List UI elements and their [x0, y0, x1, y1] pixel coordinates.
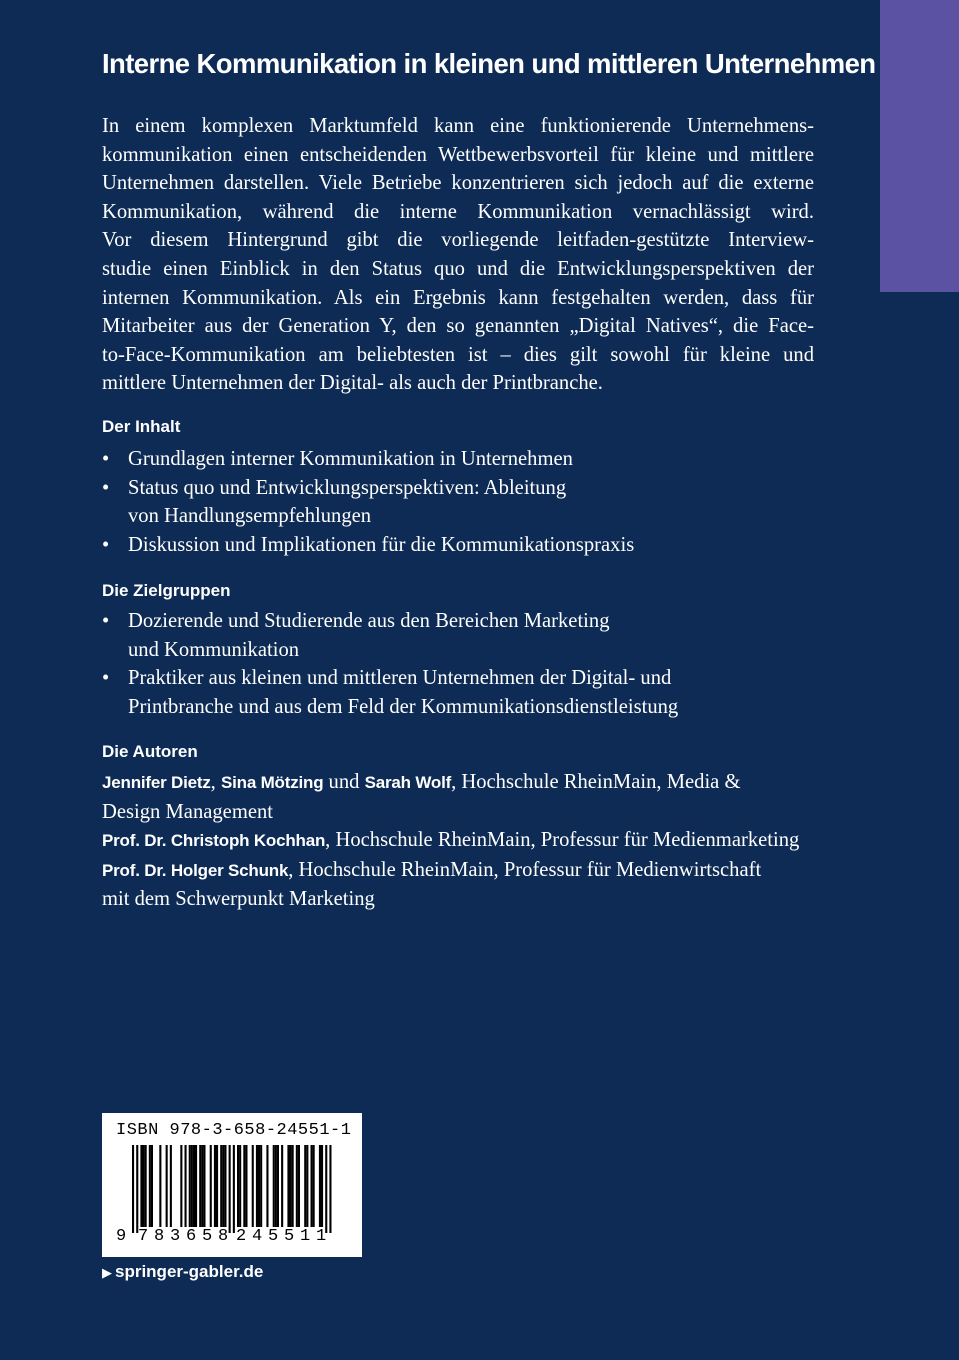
affiliation: , Hochschule RheinMain, Professur für Medienmarketing [325, 829, 800, 852]
barcode-bar [233, 1145, 235, 1233]
author-name: Jennifer Dietz [102, 773, 211, 792]
barcode-bar [275, 1145, 277, 1227]
inhalt-item-text: Grundlagen interner Kommunikation in Unternehmen [128, 448, 573, 470]
affiliation: , Hochschule RheinMain, Professur für Medienwirtschaft [288, 858, 762, 881]
barcode-bar [159, 1145, 161, 1227]
barcode-bar [222, 1145, 224, 1227]
separator: und [323, 771, 365, 793]
barcode-bar [273, 1145, 275, 1227]
intro-line: to-Face-Kommunikation am beliebtesten ist – dies gilt sowohl für kleine und [102, 343, 814, 366]
barcode-bar [136, 1145, 138, 1233]
barcode-bar [166, 1145, 168, 1227]
zielgruppe-item-text: Praktiker aus kleinen und mittleren Unternehmen der Digital- und [128, 667, 672, 690]
barcode-bar [311, 1145, 313, 1227]
barcode-bar [304, 1145, 306, 1227]
autoren-block [102, 768, 816, 914]
publisher-url: springer-gabler.de [115, 1262, 264, 1281]
ean-digit: 5 [202, 1227, 213, 1246]
intro-line: kommunikation einen entscheidenden Wettbewerbsvorteil für kleine und mittlere [102, 143, 814, 166]
affiliation-continued: mit dem Schwerpunkt Marketing [102, 888, 375, 911]
intro-line: Mitarbeiter aus der Generation Y, den so genannten „Digital Natives“, die Face- [102, 315, 814, 338]
barcode-bar [195, 1145, 197, 1227]
isbn-barcode [102, 1113, 362, 1257]
inhalt-item [102, 445, 634, 474]
barcode-bar [216, 1145, 218, 1227]
barcode-bar [239, 1145, 241, 1227]
barcode-bar [203, 1145, 205, 1227]
intro-line: internen Kommunikation. Als ein Ergebnis kann festgehalten werden, dass für [102, 286, 814, 309]
barcode-bar [256, 1145, 258, 1227]
ean-digit: 4 [252, 1227, 263, 1246]
barcode-bar [229, 1145, 231, 1233]
intro-line: In einem komplexen Marktumfeld kann eine funktionierende Unternehmens- [102, 115, 814, 137]
inhalt-item [102, 474, 634, 531]
author-line-1 [102, 768, 816, 798]
author-name: Prof. Dr. Christoph Kochhan [102, 831, 326, 851]
barcode-bar [281, 1145, 283, 1227]
barcode-bar [260, 1145, 262, 1227]
barcode-bar [266, 1145, 268, 1227]
separator: , [210, 771, 221, 793]
ean-digit: 2 [236, 1227, 247, 1246]
inhalt-item-text: Status quo und Entwicklungsperspektiven: Ableitung [128, 476, 567, 499]
zielgruppe-item-text: Printbranche und aus dem Feld der Kommunikationsdienstleistung [128, 695, 679, 718]
intro-line: mittlere Unternehmen der Digital- als auch der Printbranche. [102, 372, 603, 395]
barcode-bar [292, 1145, 294, 1227]
bullet-icon: • [102, 476, 110, 499]
ean-digit: 6 [186, 1227, 197, 1246]
barcode-bar [287, 1145, 289, 1227]
barcode-bar [321, 1145, 323, 1227]
barcode-bar [151, 1145, 153, 1227]
bullet-icon: • [102, 610, 110, 632]
author-name: Sina Mötzing [220, 773, 324, 792]
intro-line: Vor diesem Hintergrund gibt die vorliegende leitfaden-gestützte Interview- [102, 229, 814, 252]
author-name: Sarah Wolf [364, 773, 452, 792]
zielgruppe-item-text: und Kommunikation [128, 638, 300, 661]
barcode-bar [185, 1145, 187, 1227]
barcode-bar [145, 1145, 147, 1227]
author-line-2 [102, 826, 816, 856]
publisher-link[interactable] [102, 1262, 263, 1282]
barcode-bar [180, 1145, 182, 1227]
barcode-bar [298, 1145, 300, 1227]
zielgruppe-item-text: Dozierende und Studierende aus den Bereichen Marketing [128, 610, 610, 632]
inhalt-item [102, 531, 634, 560]
barcode-bar [191, 1145, 193, 1227]
barcode-bar [199, 1145, 201, 1227]
isbn-label: ISBN 978-3-658-24551-1 [116, 1121, 352, 1140]
barcode-bar [220, 1145, 222, 1227]
accent-tab [880, 0, 959, 292]
author-name: Prof. Dr. Holger Schunk [102, 860, 289, 880]
barcode-bar [325, 1145, 327, 1233]
ean-digit: 8 [218, 1227, 229, 1246]
ean-digit: 3 [170, 1227, 181, 1246]
barcode-bar [214, 1145, 216, 1227]
ean-digit: 9 [116, 1227, 127, 1246]
zielgruppe-item [102, 664, 678, 721]
ean-digit: 7 [138, 1227, 149, 1246]
barcode-bar [140, 1145, 142, 1227]
bullet-icon: • [102, 667, 110, 690]
ean-digits [102, 1227, 362, 1251]
inhalt-item-text: Diskussion und Implikationen für die Kommunikationspraxis [128, 533, 635, 556]
inhalt-list [102, 445, 634, 559]
zielgruppen-heading: Die Zielgruppen [102, 581, 231, 600]
play-arrow-icon: ▶ [102, 1265, 112, 1280]
barcode-bar [193, 1145, 195, 1227]
barcode-bar [149, 1145, 151, 1227]
barcode-bar [296, 1145, 298, 1227]
bullet-icon: • [102, 533, 110, 556]
barcode-bar [245, 1145, 247, 1227]
barcode-bar [258, 1145, 260, 1227]
zielgruppen-list [102, 607, 678, 721]
autoren-heading: Die Autoren [102, 742, 198, 761]
ean-digit: 5 [268, 1227, 279, 1246]
ean-digit: 8 [154, 1227, 165, 1246]
zielgruppe-item [102, 607, 678, 664]
barcode-bar [132, 1145, 134, 1233]
barcode-bar [201, 1145, 203, 1227]
intro-line: Unternehmen darstellen. Viele Betriebe konzentrieren sich jedoch auf die externe [102, 172, 814, 195]
barcode-bar [290, 1145, 292, 1227]
barcode-bar [243, 1145, 245, 1227]
barcode-bar [143, 1145, 145, 1227]
barcode-bar [319, 1145, 321, 1227]
barcode-bar [170, 1145, 172, 1227]
ean-digit: 1 [300, 1227, 311, 1246]
barcode-bar [224, 1145, 226, 1227]
barcode-bar [277, 1145, 279, 1227]
bullet-icon: • [102, 448, 110, 470]
barcode-bar [189, 1145, 191, 1227]
affiliation: , Hochschule RheinMain, Media & [451, 771, 741, 793]
ean-digit: 1 [316, 1227, 327, 1246]
intro-paragraph [102, 112, 814, 398]
intro-line: Kommunikation, während die interne Kommunikation vernachlässigt wird. [102, 200, 814, 223]
inhalt-heading: Der Inhalt [102, 417, 181, 436]
intro-line: studie einen Einblick in den Status quo und die Entwicklungsperspektiven der [102, 257, 814, 280]
barcode-bars [102, 1143, 362, 1233]
barcode-bar [210, 1145, 212, 1227]
barcode-bar [237, 1145, 239, 1227]
barcode-bar [306, 1145, 308, 1227]
barcode-bar [252, 1145, 254, 1227]
inhalt-item-text: von Handlungsempfehlungen [128, 505, 372, 528]
barcode-bar [313, 1145, 315, 1227]
barcode-bar [329, 1145, 331, 1233]
affiliation-continued: Design Management [102, 800, 273, 823]
ean-digit: 5 [284, 1227, 295, 1246]
page-title: Interne Kommunikation in kleinen und mittleren Unternehmen [102, 48, 876, 79]
author-line-3 [102, 856, 816, 886]
